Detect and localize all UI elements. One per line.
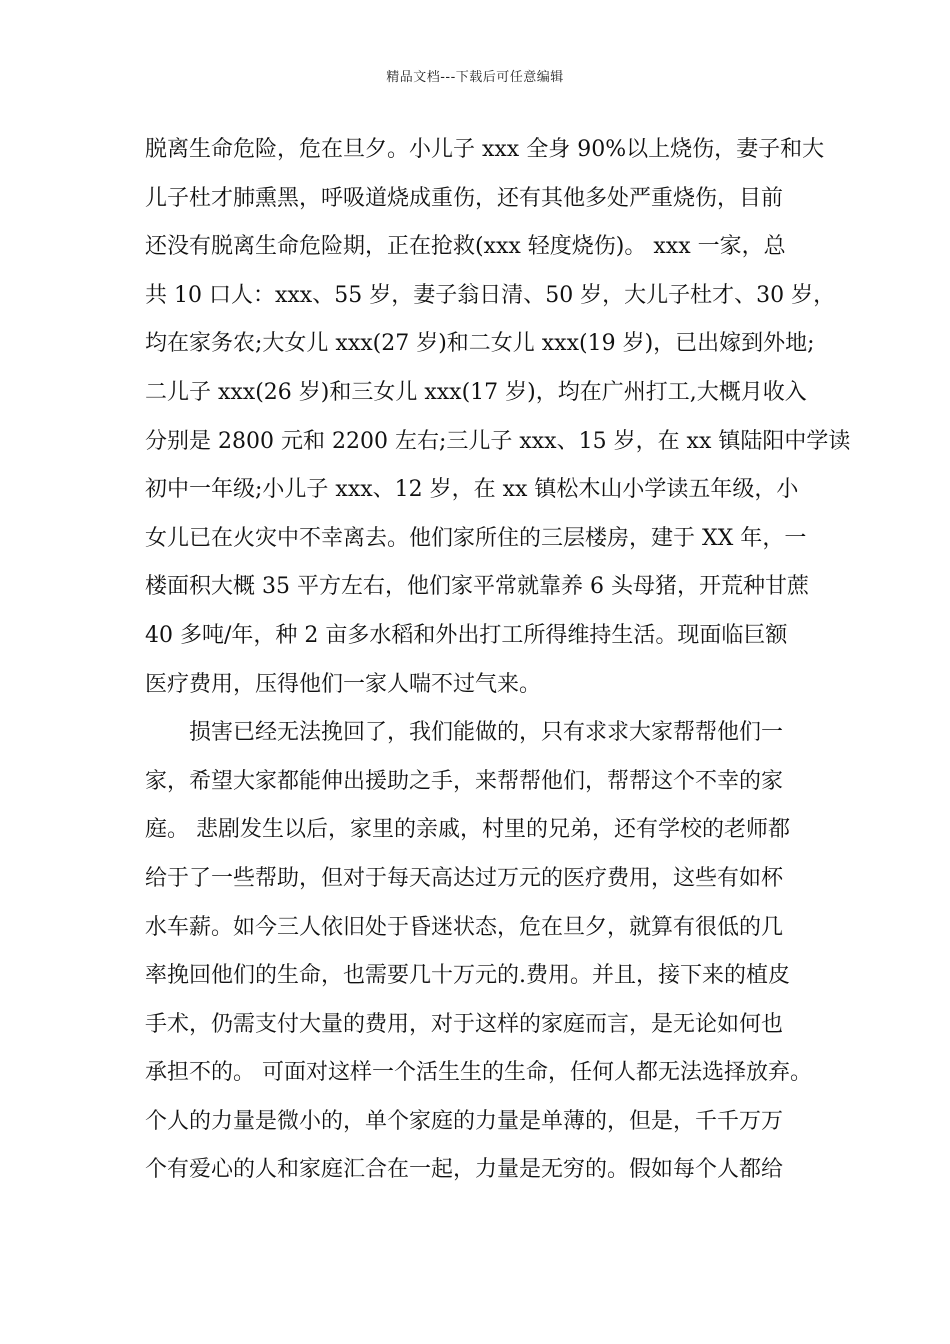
text-line: 二儿子 xxx(26 岁)和三女儿 xxx(17 岁)，均在广州打工,大概月收入 [145, 379, 807, 405]
text-line: 手术，仍需支付大量的费用，对于这样的家庭而言，是无论如何也 [145, 1011, 784, 1037]
text-line: 承担不的。 可面对这样一个活生生的生命，任何人都无法选择放弃。 [145, 1060, 812, 1086]
text-line: 女儿已在火灾中不幸离去。他们家所住的三层楼房，建于 XX 年，一 [145, 525, 807, 551]
text-line: 个有爱心的人和家庭汇合在一起，力量是无穷的。假如每个人都给 [145, 1157, 784, 1183]
text-line: 楼面积大概 35 平方左右，他们家平常就靠养 6 头母猪，开荒种甘蔗 [145, 574, 809, 600]
text-line: 脱离生命危险，危在旦夕。小儿子 xxx 全身 90%以上烧伤，妻子和大 [145, 137, 825, 162]
text-line: 初中一年级;小儿子 xxx、12 岁，在 xx 镇松木山小学读五年级，小 [145, 477, 799, 503]
text-line: 庭。 悲剧发生以后，家里的亲戚，村里的兄弟，还有学校的老师都 [145, 817, 790, 843]
text-line: 给于了一些帮助，但对于每天高达过万元的医疗费用，这些有如杯 [145, 865, 784, 891]
document-body [145, 126, 851, 1195]
paragraph-1 [145, 126, 851, 709]
text-line: 医疗费用，压得他们一家人喘不过气来。 [145, 671, 542, 697]
text-line: 共 10 口人：xxx、55 岁，妻子翁日清、50 岁，大儿子杜才、30 岁， [145, 282, 836, 308]
text-line: 40 多吨/年，种 2 亩多水稻和外出打工所得维持生活。现面临巨额 [145, 622, 788, 648]
text-line: 分别是 2800 元和 2200 左右;三儿子 xxx、15 岁，在 xx 镇陆阳中学读 [145, 428, 851, 454]
text-line: 水车薪。如今三人依旧处于昏迷状态，危在旦夕，就算有很低的几 [145, 914, 784, 940]
text-line: 均在家务农;大女儿 xxx(27 岁)和二女儿 xxx(19 岁)，已出嫁到外地; [145, 331, 815, 357]
text-line: 损害已经无法挽回了，我们能做的，只有求求大家帮帮他们一 [189, 720, 784, 746]
text-line: 还没有脱离生命危险期，正在抢救(xxx 轻度烧伤)。 xxx 一家，总 [145, 234, 786, 260]
text-line: 率挽回他们的生命，也需要几十万元的.费用。并且，接下来的植皮 [145, 963, 790, 989]
page-header: 精品文档---下载后可任意编辑 [386, 70, 564, 85]
paragraph-2 [145, 709, 810, 1195]
text-line: 家，希望大家都能伸出援助之手，来帮帮他们，帮帮这个不幸的家 [145, 768, 784, 794]
text-line: 个人的力量是微小的，单个家庭的力量是单薄的，但是，千千万万 [145, 1108, 784, 1134]
text-line: 儿子杜才肺熏黑，呼吸道烧成重伤，还有其他多处严重烧伤，目前 [145, 185, 784, 211]
